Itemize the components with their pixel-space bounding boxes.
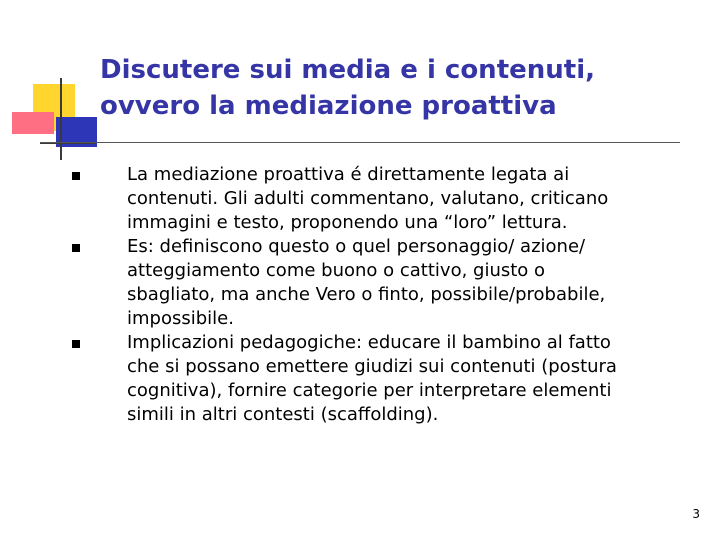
- bullet-text-line: Implicazioni pedagogiche: educare il bambino al fatto: [127, 332, 611, 353]
- slide-title: [100, 52, 700, 124]
- bullet-item: [0, 331, 720, 427]
- page-number: 3: [692, 507, 700, 521]
- title-line: Discutere sui media e i contenuti,: [100, 55, 595, 85]
- title-underline: [40, 142, 680, 143]
- bullet-list: [0, 163, 720, 427]
- bullet-text-line: simili in altri contesti (scaffolding).: [127, 404, 439, 425]
- bullet-square-icon: [72, 172, 80, 180]
- decorative-red-bar: [12, 112, 54, 134]
- bullet-item: [0, 163, 720, 235]
- bullet-text-line: contenuti. Gli adulti commentano, valutano, criticano: [127, 188, 609, 209]
- bullet-text-line: impossibile.: [127, 308, 234, 329]
- bullet-text-line: La mediazione proattiva é direttamente legata ai: [127, 164, 570, 185]
- bullet-text-line: sbagliato, ma anche Vero o finto, possibile/probabile,: [127, 284, 606, 305]
- bullet-text-line: Es: definiscono questo o quel personaggio/ azione/: [127, 236, 586, 257]
- bullet-item: [0, 235, 720, 331]
- bullet-text-line: atteggiamento come buono o cattivo, giusto o: [127, 260, 546, 281]
- bullet-text-line: cognitiva), fornire categorie per interpretare elementi: [127, 380, 612, 401]
- bullet-text-line: immagini e testo, proponendo una “loro” lettura.: [127, 212, 568, 233]
- bullet-square-icon: [72, 340, 80, 348]
- bullet-square-icon: [72, 244, 80, 252]
- title-line: ovvero la mediazione proattiva: [100, 91, 557, 121]
- bullet-text-line: che si possano emettere giudizi sui contenuti (postura: [127, 356, 617, 377]
- decorative-vertical-line: [60, 78, 62, 160]
